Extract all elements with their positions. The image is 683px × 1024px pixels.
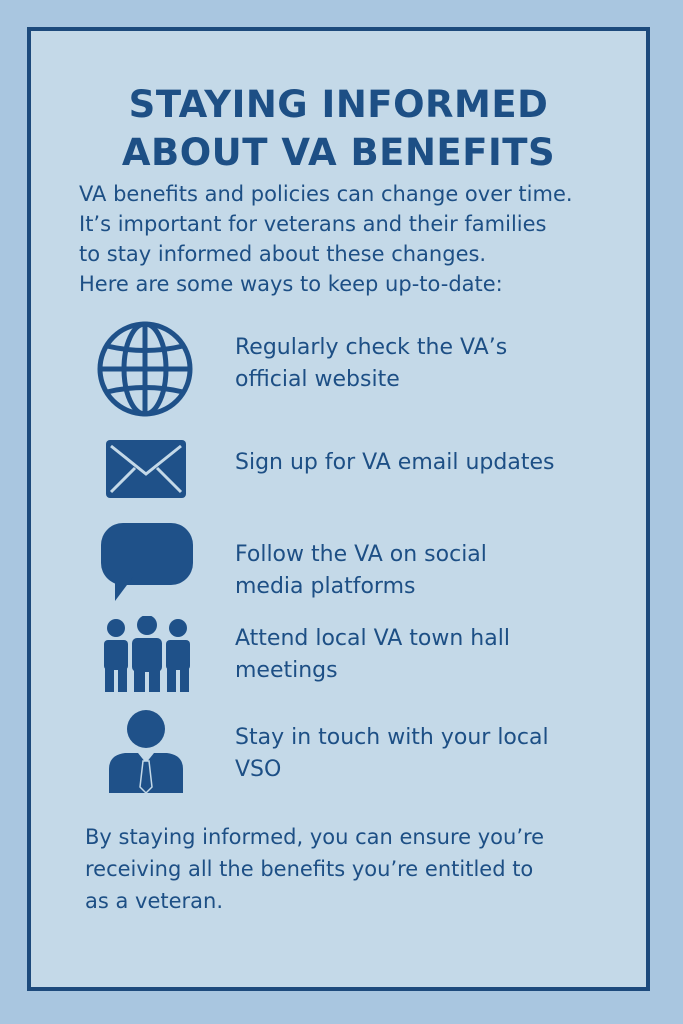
outro-line-3: as a veteran. [85, 889, 224, 913]
item-label-line-2: meetings [235, 658, 338, 683]
item-label [235, 539, 625, 603]
intro-paragraph [79, 179, 639, 299]
outro-line-1: By staying informed, you can ensure you’re [85, 825, 545, 849]
people-group-icon [93, 616, 203, 716]
list-item-vso [93, 707, 623, 807]
item-label-line-1: Attend local VA town hall [235, 626, 510, 651]
intro-line-2: It’s important for veterans and their families [79, 212, 547, 236]
item-label [235, 447, 625, 479]
title-line-1: STAYING INFORMED [128, 83, 549, 126]
item-label-line-1: Follow the VA on social [235, 542, 487, 567]
list-item-website [93, 319, 623, 419]
item-label [235, 623, 625, 687]
page-title [31, 81, 646, 177]
list-item-social-media [93, 519, 623, 619]
person-tie-icon [93, 707, 203, 807]
item-label-line-1: Stay in touch with your local [235, 725, 549, 750]
item-label-line-2: media platforms [235, 574, 416, 599]
title-line-2: ABOUT VA BENEFITS [121, 131, 556, 174]
intro-line-1: VA benefits and policies can change over time. [79, 182, 573, 206]
speech-bubble-icon [93, 519, 203, 619]
item-label-line-1: Sign up for VA email updates [235, 450, 555, 475]
item-label-line-2: VSO [235, 757, 282, 782]
poster-panel [27, 27, 650, 991]
item-label-line-1: Regularly check the VA’s [235, 335, 508, 360]
item-label [235, 332, 625, 396]
item-label [235, 722, 625, 786]
intro-line-4: Here are some ways to keep up-to-date: [79, 272, 503, 296]
outro-line-2: receiving all the benefits you’re entitled to [85, 857, 534, 881]
closing-paragraph [85, 821, 645, 917]
intro-line-3: to stay informed about these changes. [79, 242, 487, 266]
list-item-town-hall [93, 616, 623, 716]
item-label-line-2: official website [235, 367, 400, 392]
globe-icon [93, 319, 203, 419]
